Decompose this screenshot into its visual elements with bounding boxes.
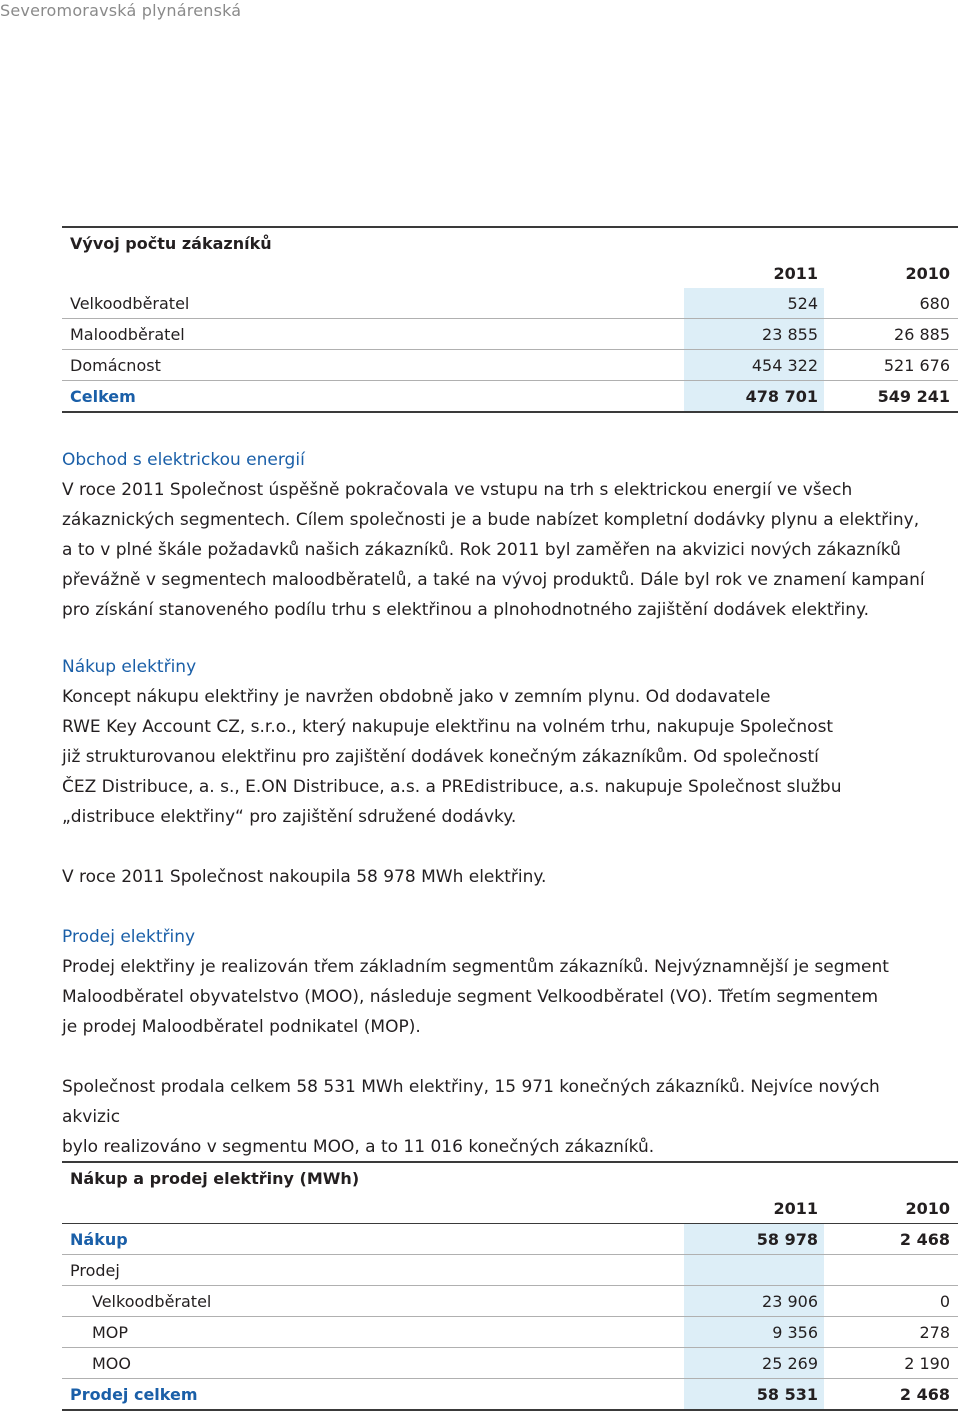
paragraph-line: Prodej elektřiny je realizován třem základním segmentům zákazníků. Nejvýznamnější je segment <box>62 957 889 977</box>
section-electricity-trade <box>62 445 942 625</box>
paragraph-line: Maloodběratel obyvatelstvo (MOO), následuje segment Velkoodběratel (VO). Třetím segmentem <box>62 987 879 1007</box>
year-header-row <box>62 258 958 288</box>
section-heading: Prodej elektřiny <box>62 927 196 947</box>
paragraph-line: V roce 2011 Společnost úspěšně pokračovala ve vstupu na trh s elektrickou energií ve všech <box>62 480 853 500</box>
paragraph-line: zákaznických segmentech. Cílem společnosti je a bude nabízet kompletní dodávky plynu a elektřiny, <box>62 510 920 530</box>
company-name: Severomoravská plynárenská <box>0 1 242 20</box>
section-heading: Obchod s elektrickou energií <box>62 450 305 470</box>
paragraph-line: Koncept nákupu elektřiny je navržen obdobně jako v zemním plynu. Od dodavatele <box>62 687 771 707</box>
year-2010: 2010 <box>905 263 950 283</box>
table-title: Vývoj počtu zákazníků <box>62 226 958 258</box>
section-heading: Nákup elektřiny <box>62 657 197 677</box>
table-row: Velkoodběratel 23 906 0 <box>62 1286 958 1317</box>
table-row: MOO 25 269 2 190 <box>62 1348 958 1379</box>
paragraph-line: je prodej Maloodběratel podnikatel (MOP). <box>62 1017 421 1037</box>
total-row: Celkem 478 701 549 241 <box>62 381 958 413</box>
paragraph-line: bylo realizováno v segmentu MOO, a to 11 016 konečných zákazníků. <box>62 1137 655 1157</box>
table-row: MOP 9 356 278 <box>62 1317 958 1348</box>
paragraph-line: „distribuce elektřiny“ pro zajištění sdružené dodávky. <box>62 807 517 827</box>
sales-subheader-row: Prodej <box>62 1255 958 1286</box>
table-row: Maloodběratel 23 855 26 885 <box>62 319 958 350</box>
year-header-row <box>62 1193 958 1223</box>
paragraph-line: RWE Key Account CZ, s.r.o., který nakupuje elektřinu na volném trhu, nakupuje Společnost <box>62 717 834 737</box>
paragraph-line: V roce 2011 Společnost nakoupila 58 978 MWh elektřiny. <box>62 867 547 887</box>
section-electricity-purchase <box>62 652 942 892</box>
section-electricity-sales <box>62 922 942 1162</box>
customer-count-table <box>62 226 958 413</box>
year-2010: 2010 <box>905 1198 950 1218</box>
purchase-row: Nákup 58 978 2 468 <box>62 1223 958 1255</box>
paragraph-line: Společnost prodala celkem 58 531 MWh elektřiny, 15 971 konečných zákazníků. Nejvíce nových akvizic <box>62 1077 880 1127</box>
table-row: Velkoodběratel 524 680 <box>62 288 958 319</box>
total-row: Prodej celkem 58 531 2 468 <box>62 1379 958 1411</box>
purchase-sales-table <box>62 1161 958 1411</box>
paragraph-line: ČEZ Distribuce, a. s., E.ON Distribuce, a.s. a PREdistribuce, a.s. nakupuje Společnost službu <box>62 777 842 797</box>
table-title: Nákup a prodej elektřiny (MWh) <box>62 1161 958 1193</box>
paragraph-line: převážně v segmentech maloodběratelů, a také na vývoj produktů. Dále byl rok ve znamení kampaní <box>62 570 925 590</box>
year-2011: 2011 <box>773 263 818 283</box>
paragraph-line: a to v plné škále požadavků našich zákazníků. Rok 2011 byl zaměřen na akvizici nových zákazníků <box>62 540 901 560</box>
year-2011: 2011 <box>773 1198 818 1218</box>
paragraph-line: pro získání stanoveného podílu trhu s elektřinou a plnohodnotného zajištění dodávek elektřiny. <box>62 600 870 620</box>
paragraph-line: již strukturovanou elektřinu pro zajištění dodávek konečným zákazníkům. Od společností <box>62 747 819 767</box>
table-row: Domácnost 454 322 521 676 <box>62 350 958 381</box>
